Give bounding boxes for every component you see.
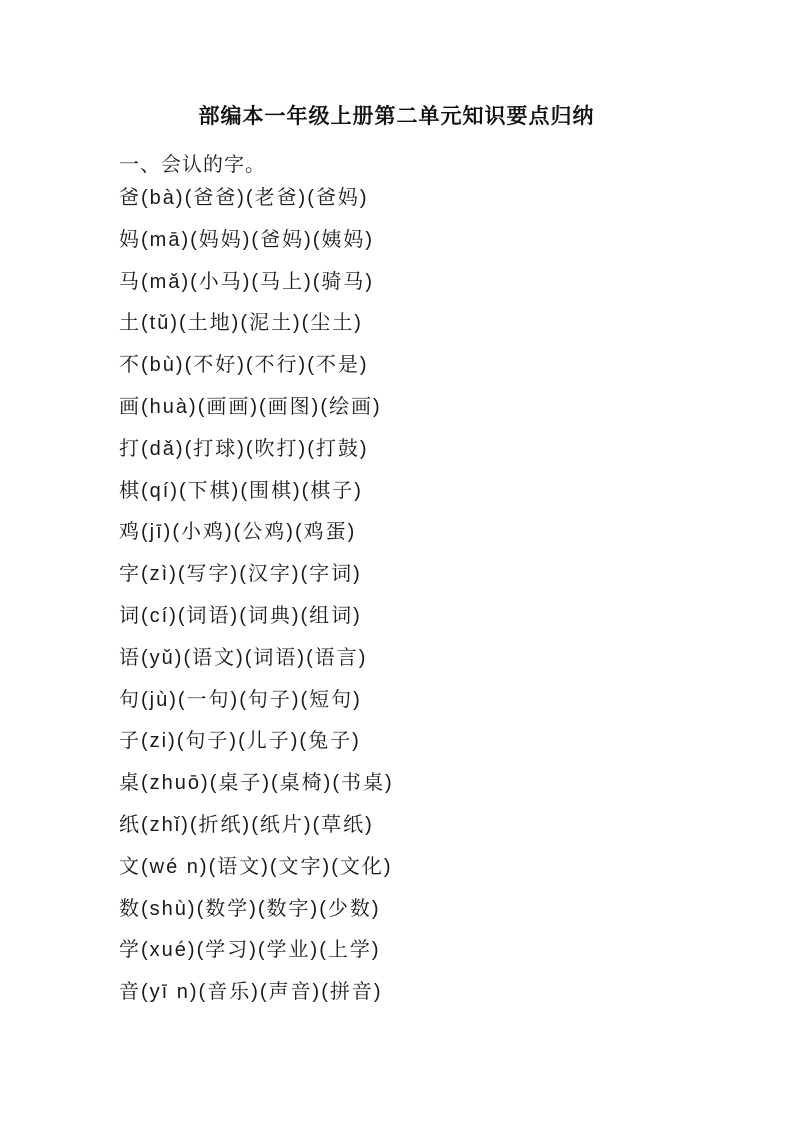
character-entry: 语(yǔ)(语文)(词语)(语言) bbox=[119, 646, 368, 669]
character-entry: 爸(bà)(爸爸)(老爸)(爸妈) bbox=[119, 187, 369, 209]
character-entry: 音(yī n)(音乐)(声音)(拼音) bbox=[119, 981, 383, 1004]
character-entry: 数(shù)(数学)(数字)(少数) bbox=[119, 897, 381, 920]
character-entry: 妈(mā)(妈妈)(爸妈)(姨妈) bbox=[119, 228, 375, 251]
section-heading: 一、会认的字。 bbox=[119, 154, 266, 176]
character-entry: 不(bù)(不好)(不行)(不是) bbox=[119, 354, 369, 377]
character-entry: 马(mǎ)(小马)(马上)(骑马) bbox=[119, 270, 375, 293]
character-entry: 棋(qí)(下棋)(围棋)(棋子) bbox=[119, 479, 363, 502]
character-entry: 鸡(jī)(小鸡)(公鸡)(鸡蛋) bbox=[119, 521, 357, 544]
character-entry-list bbox=[119, 178, 753, 1014]
document-title: 部编本一年级上册第二单元知识要点归纳 bbox=[198, 105, 595, 128]
character-entry: 文(wé n)(语文)(文字)(文化) bbox=[119, 855, 393, 878]
character-entry: 句(jù)(一句)(句子)(短句) bbox=[119, 688, 362, 711]
character-entry: 字(zì)(写字)(汉字)(字词) bbox=[119, 563, 362, 586]
character-entry: 土(tǔ)(土地)(泥土)(尘土) bbox=[119, 312, 363, 335]
character-entry: 学(xué)(学习)(学业)(上学) bbox=[119, 939, 381, 962]
character-entry: 子(zi)(句子)(儿子)(兔子) bbox=[119, 730, 361, 753]
character-entry: 桌(zhuō)(桌子)(桌椅)(书桌) bbox=[119, 772, 394, 795]
character-entry: 打(dǎ)(打球)(吹打)(打鼓) bbox=[119, 437, 369, 460]
character-entry: 纸(zhǐ)(折纸)(纸片)(草纸) bbox=[119, 813, 374, 836]
character-entry: 画(huà)(画画)(画图)(绘画) bbox=[119, 395, 382, 418]
character-entry: 词(cí)(词语)(词典)(组词) bbox=[119, 604, 362, 627]
